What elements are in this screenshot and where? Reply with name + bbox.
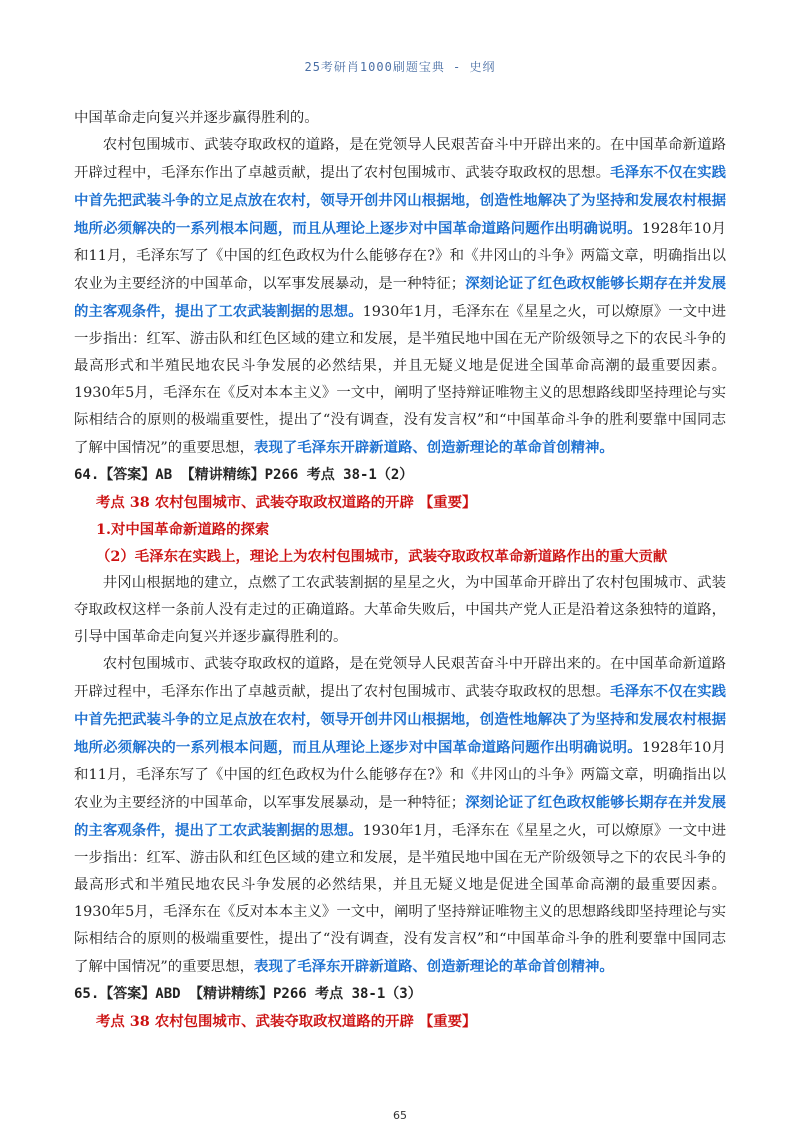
answer-65: 65.【答案】ABD 【精讲精练】P266 考点 38-1（3） <box>74 986 422 1002</box>
highlight-segment: 表现了毛泽东开辟新道路、创造新理论的革命首创精神。 <box>254 958 614 975</box>
section-heading: 1.对中国革命新道路的探索 <box>96 521 270 538</box>
continuation-line: 中国革命走向复兴并逐步赢得胜利的。 <box>74 110 319 126</box>
highlight-segment: 毛泽东不仅在实践中首先把武装斗争的立足点放在农村，领导开创井冈山根据地，创造性地解决了为坚持和发展农村根据地所必须解决的一系列根本问题，而且从理论上逐步对中国革命道路问题作出明确说明。 <box>74 164 726 237</box>
highlight-segment: 深刻论证了红色政权能够长期存在并发展的主客观条件，提出了工农武装割据的思想。 <box>74 794 726 839</box>
text-segment: 1928年10月和11月，毛泽东写了《中国的红色政权为什么能够存在?》和《井冈山的斗争》两篇文章，明确指出以农业为主要经济的中国革命，以军事发展暴动，是一种特征； <box>74 221 726 292</box>
text-segment: 1928年10月和11月，毛泽东写了《中国的红色政权为什么能够存在?》和《井冈山的斗争》两篇文章，明确指出以农业为主要经济的中国革命，以军事发展暴动，是一种特征； <box>74 740 726 811</box>
highlight-segment: 深刻论证了红色政权能够长期存在并发展的主客观条件，提出了工农武装割据的思想。 <box>74 275 726 320</box>
answer-64: 64.【答案】AB 【精讲精练】P266 考点 38-1（2） <box>74 467 414 483</box>
kaodian-65-heading: 考点 38 农村包围城市、武装夺取政权道路的开辟 【重要】 <box>96 1013 477 1030</box>
text-segment: 农村包围城市、武装夺取政权的道路，是在党领导人民艰苦奋斗中开辟出来的。在中国革命新道路开辟过程中，毛泽东作出了卓越贡献，提出了农村包围城市、武装夺取政权的思想。 <box>74 137 726 181</box>
text-segment: 1930年1月，毛泽东在《星星之火，可以燎原》一文中进一步指出：红军、游击队和红色区域的建立和发展，是半殖民地中国在无产阶级领导之下的农民斗争的最高形式和半殖民地农民斗争发展的必然结果，并且无疑义地是促进全国革命高潮的最重要因素。1930年5月，毛泽东在《反对本本主义》一文中，阐明了坚持辩证唯物主义的思想路线即坚持理论与实际相结合的原则的极端重要性，提出了“没有调查，没有发言权”和“中国革命斗争的胜利要靠中国同志了解中国情况”的重要思想， <box>74 823 726 975</box>
page-content <box>74 105 726 1035</box>
subsection-heading: （2）毛泽东在实践上，理论上为农村包围城市，武装夺取政权革命新道路作出的重大贡献 <box>96 548 668 565</box>
paragraph-road-c <box>74 651 726 981</box>
kaodian-64-heading: 考点 38 农村包围城市、武装夺取政权道路的开辟 【重要】 <box>96 494 477 511</box>
text-segment: 农村包围城市、武装夺取政权的道路，是在党领导人民艰苦奋斗中开辟出来的。在中国革命新道路开辟过程中，毛泽东作出了卓越贡献，提出了农村包围城市、武装夺取政权的思想。 <box>74 656 726 700</box>
highlight-segment: 毛泽东不仅在实践中首先把武装斗争的立足点放在农村，领导开创井冈山根据地，创造性地解决了为坚持和发展农村根据地所必须解决的一系列根本问题，而且从理论上逐步对中国革命道路问题作出明确说明。 <box>74 683 726 756</box>
paragraph-road-a <box>74 132 726 462</box>
page-header: 25考研肖1000刷题宝典 - 史纲 <box>304 60 496 74</box>
page-number: 65 <box>393 1109 407 1122</box>
highlight-segment: 表现了毛泽东开辟新道路、创造新理论的革命首创精神。 <box>254 439 614 456</box>
paragraph-jinggangshan: 井冈山根据地的建立，点燃了工农武装割据的星星之火，为中国革命开辟出了农村包围城市、武装夺取政权这样一条前人没有走过的正确道路。大革命失败后，中国共产党人正是沿着这条独特的道路，引导中国革命走向复兴并逐步赢得胜利的。 <box>74 575 726 645</box>
text-segment: 1930年1月，毛泽东在《星星之火，可以燎原》一文中进一步指出：红军、游击队和红色区域的建立和发展，是半殖民地中国在无产阶级领导之下的农民斗争的最高形式和半殖民地农民斗争发展的必然结果，并且无疑义地是促进全国革命高潮的最重要因素。1930年5月，毛泽东在《反对本本主义》一文中，阐明了坚持辩证唯物主义的思想路线即坚持理论与实际相结合的原则的极端重要性，提出了“没有调查，没有发言权”和“中国革命斗争的胜利要靠中国同志了解中国情况”的重要思想， <box>74 304 726 456</box>
